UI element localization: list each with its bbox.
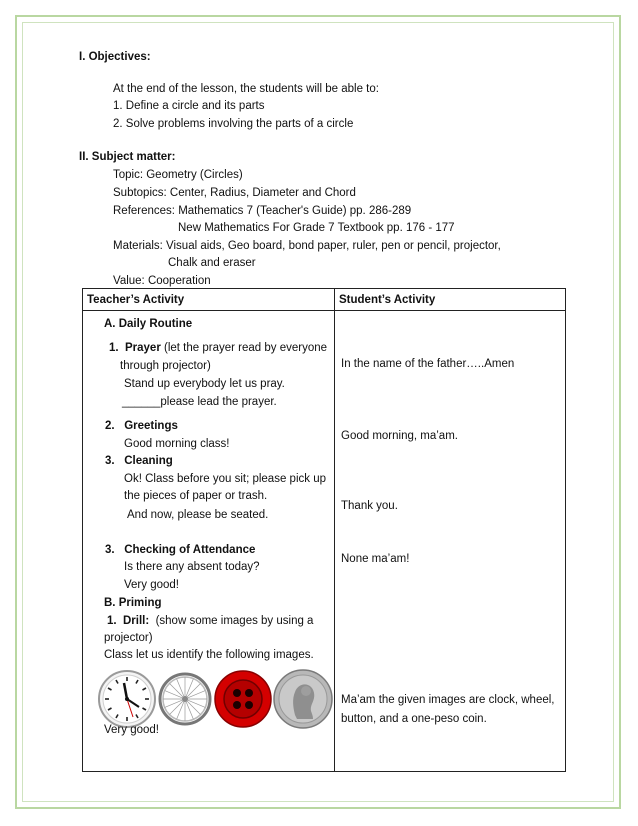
references-line-2: New Mathematics For Grade 7 Textbook pp. 176 - 177	[178, 222, 455, 234]
wheel-icon	[157, 669, 213, 729]
objectives-intro: At the end of the lesson, the students will be able to:	[113, 83, 379, 95]
attendance-line: Is there any absent today?	[124, 561, 260, 573]
greetings-item: 2. Greetings	[105, 420, 178, 432]
prayer-desc: through projector)	[120, 360, 211, 372]
daily-routine-heading: A. Daily Routine	[104, 318, 193, 330]
images-response: Ma’am the given images are clock, wheel,	[341, 694, 555, 706]
student-activity-header: Student’s Activity	[339, 294, 436, 306]
topic-line: Topic: Geometry (Circles)	[113, 169, 243, 181]
images-response: button, and a one-peso coin.	[341, 713, 487, 725]
objective-item: 1. Define a circle and its parts	[113, 100, 265, 112]
cleaning-line: And now, please be seated.	[127, 509, 269, 521]
priming-heading: B. Priming	[104, 597, 162, 609]
drill-desc: projector)	[104, 632, 153, 644]
thank-you-response: Thank you.	[341, 500, 398, 512]
table-header-divider	[83, 310, 565, 311]
cleaning-line: Ok! Class before you sit; please pick up	[124, 473, 326, 485]
greeting-response: Good morning, ma’am.	[341, 430, 458, 442]
materials-line-2: Chalk and eraser	[168, 257, 256, 269]
cleaning-line: the pieces of paper or trash.	[124, 490, 268, 502]
button-icon	[213, 669, 273, 729]
value-line: Value: Cooperation	[113, 275, 211, 287]
subtopics-line: Subtopics: Center, Radius, Diameter and Chord	[113, 187, 356, 199]
drill-item: 1. Drill: (show some images by using a	[107, 615, 314, 627]
activity-table	[82, 288, 566, 772]
peso-coin-icon	[273, 667, 333, 731]
prayer-leader-line: ______please lead the prayer.	[122, 396, 277, 408]
attendance-line: Very good!	[124, 579, 179, 591]
attendance-item: 3. Checking of Attendance	[105, 544, 256, 556]
references-line: References: Mathematics 7 (Teacher's Guide) pp. 286-289	[113, 205, 412, 217]
greetings-line: Good morning class!	[124, 438, 230, 450]
prayer-item: 1. Prayer (let the prayer read by everyone	[109, 342, 328, 354]
clock-icon	[97, 669, 157, 729]
materials-line: Materials: Visual aids, Geo board, bond paper, ruler, pen or pencil, projector,	[113, 240, 501, 252]
table-divider	[334, 289, 335, 771]
prayer-response: In the name of the father…..Amen	[341, 358, 515, 370]
very-good-line: Very good!	[104, 724, 159, 736]
objective-item: 2. Solve problems involving the parts of a circle	[113, 118, 354, 130]
objectives-heading: I. Objectives:	[79, 51, 151, 63]
prayer-instruction: Stand up everybody let us pray.	[124, 378, 285, 390]
subject-matter-heading: II. Subject matter:	[79, 151, 176, 163]
absent-response: None ma’am!	[341, 553, 410, 565]
drill-instruction: Class let us identify the following images.	[104, 649, 314, 661]
drill-title: Drill:	[122, 615, 150, 627]
cleaning-item: 3. Cleaning	[105, 455, 173, 467]
prayer-title: Prayer	[124, 342, 161, 354]
teacher-activity-header: Teacher’s Activity	[87, 294, 185, 306]
